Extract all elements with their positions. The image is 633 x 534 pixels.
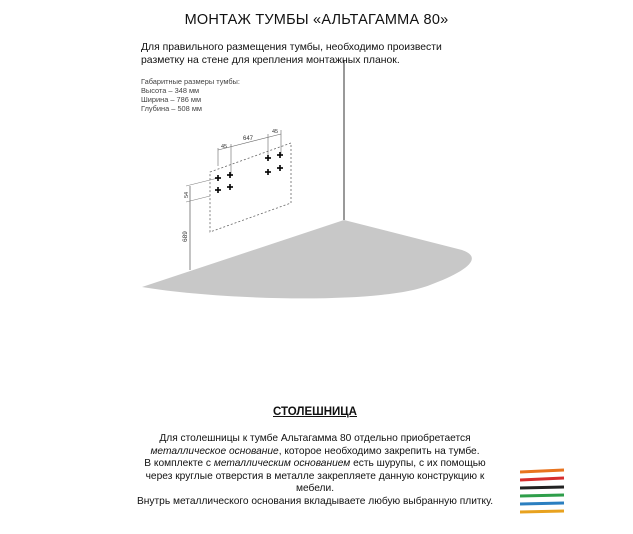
dimension-height: Высота – 348 мм xyxy=(141,86,200,95)
stripe-5 xyxy=(520,503,564,504)
intro-line-2: разметку на стене для крепления монтажных планок. xyxy=(141,55,400,66)
countertop-p1-rest: , которое необходимо закрепить на тумбе. xyxy=(278,445,480,457)
countertop-paragraph-1 xyxy=(130,433,500,458)
brand-stripes-logo xyxy=(520,468,570,516)
dim-right-gap: 45 xyxy=(272,129,279,135)
page-title: МОНТАЖ ТУМБЫ «АЛЬТАГАММА 80» xyxy=(184,12,449,28)
countertop-paragraph-2 xyxy=(130,458,500,496)
screw-mark-5 xyxy=(265,155,271,161)
countertop-p1-italic: металлическое основание xyxy=(150,445,279,457)
stripe-6 xyxy=(520,511,564,512)
screw-mark-2 xyxy=(227,172,233,178)
screw-mark-4 xyxy=(227,184,233,190)
screw-mark-6 xyxy=(277,152,283,158)
screw-mark-1 xyxy=(215,175,221,181)
screw-mark-3 xyxy=(215,187,221,193)
stripe-1 xyxy=(520,470,564,472)
dimension-depth: Глубина – 508 мм xyxy=(141,104,202,113)
countertop-p2-italic: металлическим основанием xyxy=(213,458,351,469)
intro-line-1: Для правильного размещения тумбы, необходимо произвести xyxy=(141,42,442,53)
countertop-p1-a: Для столешницы к тумбе Альтагамма 80 отдельно приобретается xyxy=(159,433,471,444)
countertop-p2-rest: есть шурупы, с их помощью через круглые отверстия в металле закрепляете данную конструкцию к мебели. xyxy=(145,458,486,494)
screw-mark-7 xyxy=(265,169,271,175)
dim-vertical-small: 54 xyxy=(184,191,190,198)
dimension-width: Ширина – 786 мм xyxy=(141,95,202,104)
stripe-2 xyxy=(520,478,564,480)
countertop-paragraph-3: Внутрь металлического основания вкладываете любую выбранную плитку. xyxy=(136,495,494,507)
countertop-text xyxy=(130,433,500,508)
stripe-3 xyxy=(520,487,564,488)
floor-surface xyxy=(142,220,472,298)
countertop-p2-a: В комплекте с xyxy=(144,458,214,469)
dim-span: 647 xyxy=(243,136,254,142)
countertop-title: СТОЛЕШНИЦА xyxy=(273,406,357,418)
cabinet-outline xyxy=(210,143,291,232)
dim-ext-upper xyxy=(186,178,218,186)
dim-left-gap: 45 xyxy=(221,144,228,150)
stripe-4 xyxy=(520,495,564,496)
dimensions-heading: Габаритные размеры тумбы: xyxy=(141,77,240,86)
dim-floor-height: 689 xyxy=(182,231,189,242)
screw-mark-8 xyxy=(277,165,283,171)
